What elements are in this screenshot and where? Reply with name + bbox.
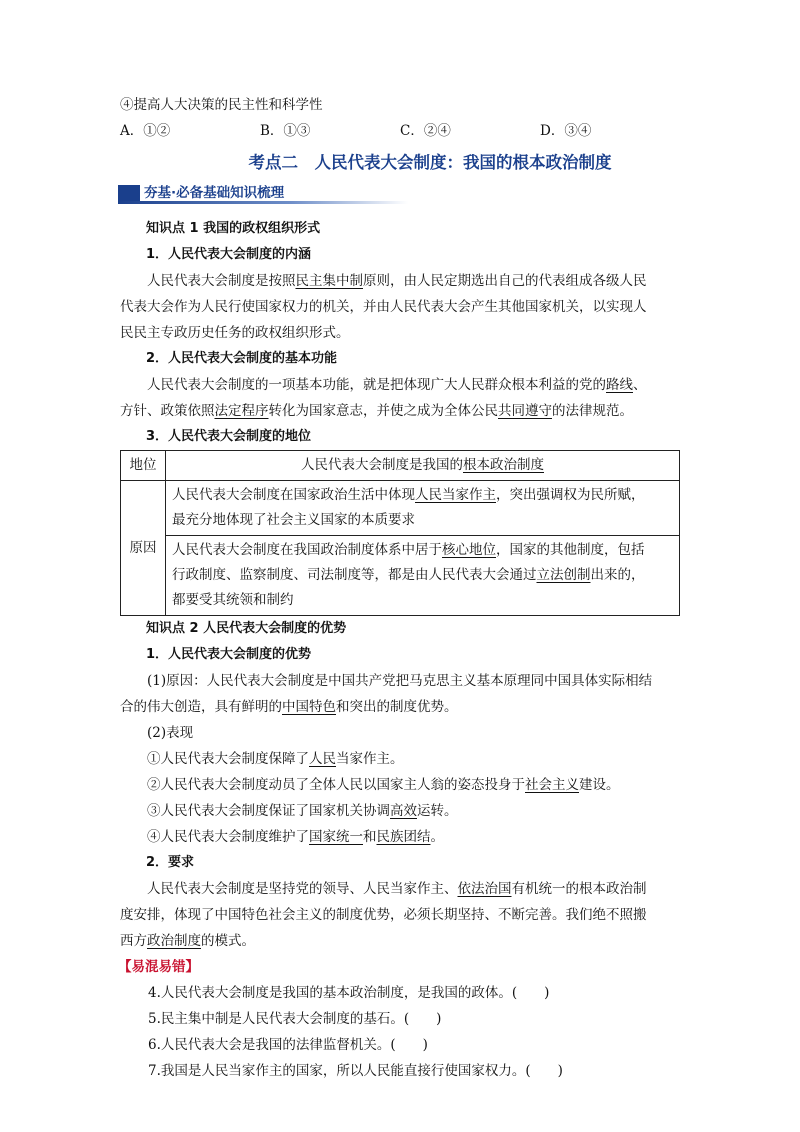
- kp2-s1-heading: 1．人民代表大会制度的优势: [146, 647, 312, 662]
- cell-reason-label: 原因: [121, 481, 166, 616]
- blank-answer: 立法创制: [536, 567, 591, 583]
- kp2-perf-4: ④人民代表大会制度维护了国家统一和民族团结。: [147, 829, 444, 845]
- section-title: 考点二 人民代表大会制度：我国的根本政治制度: [248, 153, 612, 172]
- kp2-performance-heading: (2)表现: [147, 725, 194, 741]
- cell-status-value: 人民代表大会制度是我国的根本政治制度: [166, 451, 680, 481]
- judgement-question-7[interactable]: 7.我国是人民当家作主的国家，所以人民能直接行使国家权力。( ): [148, 1063, 563, 1079]
- kp1-s1-line2: 代表大会作为人民行使国家权力的机关，并由人民代表大会产生其他国家机关，以实现人: [120, 299, 647, 315]
- confusion-heading: 【易混易错】: [118, 959, 199, 975]
- table-row: [121, 481, 680, 536]
- option-c[interactable]: C．②④: [400, 123, 451, 139]
- banner-text: 夯基·必备基础知识梳理: [144, 185, 285, 201]
- kp2-reason-line1: (1)原因：人民代表大会制度是中国共产党把马克思主义基本原理同中国具体实际相结: [147, 673, 653, 689]
- judgement-question-4[interactable]: 4.人民代表大会制度是我国的基本政治制度，是我国的政体。( ): [148, 985, 550, 1001]
- kp2-s2-line1: 人民代表大会制度是坚持党的领导、人民当家作主、依法治国有机统一的根本政治制: [147, 881, 647, 897]
- option-a[interactable]: A．①②: [120, 123, 171, 139]
- blank-answer: 法定程序: [214, 403, 269, 419]
- answer-options: [120, 118, 680, 144]
- kp2-s2-line2: 度安排，体现了中国特色社会主义的制度优势，必须长期坚持、不断完善。我们绝不照搬: [120, 907, 647, 923]
- document-page: [120, 92, 680, 1084]
- option-item-4: ④提高人大决策的民主性和科学性: [120, 97, 323, 113]
- cell-reason-1: 人民代表大会制度在国家政治生活中体现人民当家作主，突出强调权为民所赋， 最充分地体现了社会主义国家的本质要求: [166, 481, 680, 536]
- option-d[interactable]: D．③④: [540, 123, 592, 139]
- blank-answer: 路线: [606, 377, 633, 393]
- judgement-question-6[interactable]: 6.人民代表大会是我国的法律监督机关。( ): [148, 1037, 428, 1053]
- blank-answer: 共同遵守: [498, 403, 552, 419]
- table-row: [121, 451, 680, 481]
- cell-status-label: 地位: [121, 451, 166, 481]
- banner-bar: [118, 185, 140, 201]
- kp2-perf-1: ①人民代表大会制度保障了人民当家作主。: [147, 751, 404, 767]
- blank-answer: 人民当家作主: [415, 487, 496, 503]
- blank-answer: 民主集中制: [295, 273, 363, 289]
- section-banner: [118, 182, 398, 206]
- kp2-heading: 知识点 2 人民代表大会制度的优势: [146, 621, 347, 636]
- blank-answer: 中国特色: [282, 699, 336, 715]
- cell-reason-2: 人民代表大会制度在我国政治制度体系中居于核心地位，国家的其他制度，包括 行政制度、监察制度、司法制度等，都是由人民代表大会通过立法创制出来的， 都要受其统领和制约: [166, 536, 680, 616]
- kp1-s1-heading: 1．人民代表大会制度的内涵: [146, 247, 312, 262]
- kp1-s1-line1: 人民代表大会制度是按照民主集中制原则，由人民定期选出自己的代表组成各级人民: [147, 273, 647, 289]
- blank-answer: 国家统一: [309, 829, 363, 845]
- kp1-s2-line1: 人民代表大会制度的一项基本功能，就是把体现广大人民群众根本利益的党的路线、: [147, 377, 647, 393]
- blank-answer: 社会主义: [525, 777, 579, 793]
- kp1-s3-heading: 3．人民代表大会制度的地位: [146, 429, 312, 444]
- kp1-s1-line3: 民民主专政历史任务的政权组织形式。: [120, 325, 350, 341]
- status-table: [120, 450, 680, 616]
- kp1-s2-line2: 方针、政策依照法定程序转化为国家意志，并使之成为全体公民共同遵守的法律规范。: [120, 403, 633, 419]
- table-row: [121, 536, 680, 616]
- banner-underline: [118, 201, 408, 204]
- blank-answer: 人民: [309, 751, 336, 767]
- kp2-s2-line3: 西方政治制度的模式。: [120, 933, 255, 949]
- kp2-perf-2: ②人民代表大会制度动员了全体人民以国家主人翁的姿态投身于社会主义建设。: [147, 777, 620, 793]
- kp2-reason-line2: 合的伟大创造，具有鲜明的中国特色和突出的制度优势。: [120, 699, 458, 715]
- blank-answer: 根本政治制度: [463, 457, 544, 473]
- blank-answer: 高效: [390, 803, 417, 819]
- kp1-s2-heading: 2．人民代表大会制度的基本功能: [146, 351, 338, 366]
- blank-answer: 民族团结: [376, 829, 431, 845]
- option-b[interactable]: B．①③: [260, 123, 311, 139]
- kp2-s2-heading: 2．要求: [146, 855, 195, 870]
- blank-answer: 依法治国: [457, 881, 512, 897]
- kp1-heading: 知识点 1 我国的政权组织形式: [146, 221, 321, 236]
- blank-answer: 核心地位: [442, 542, 496, 558]
- judgement-question-5[interactable]: 5.民主集中制是人民代表大会制度的基石。( ): [148, 1011, 442, 1027]
- kp2-perf-3: ③人民代表大会制度保证了国家机关协调高效运转。: [147, 803, 458, 819]
- blank-answer: 政治制度: [147, 933, 201, 949]
